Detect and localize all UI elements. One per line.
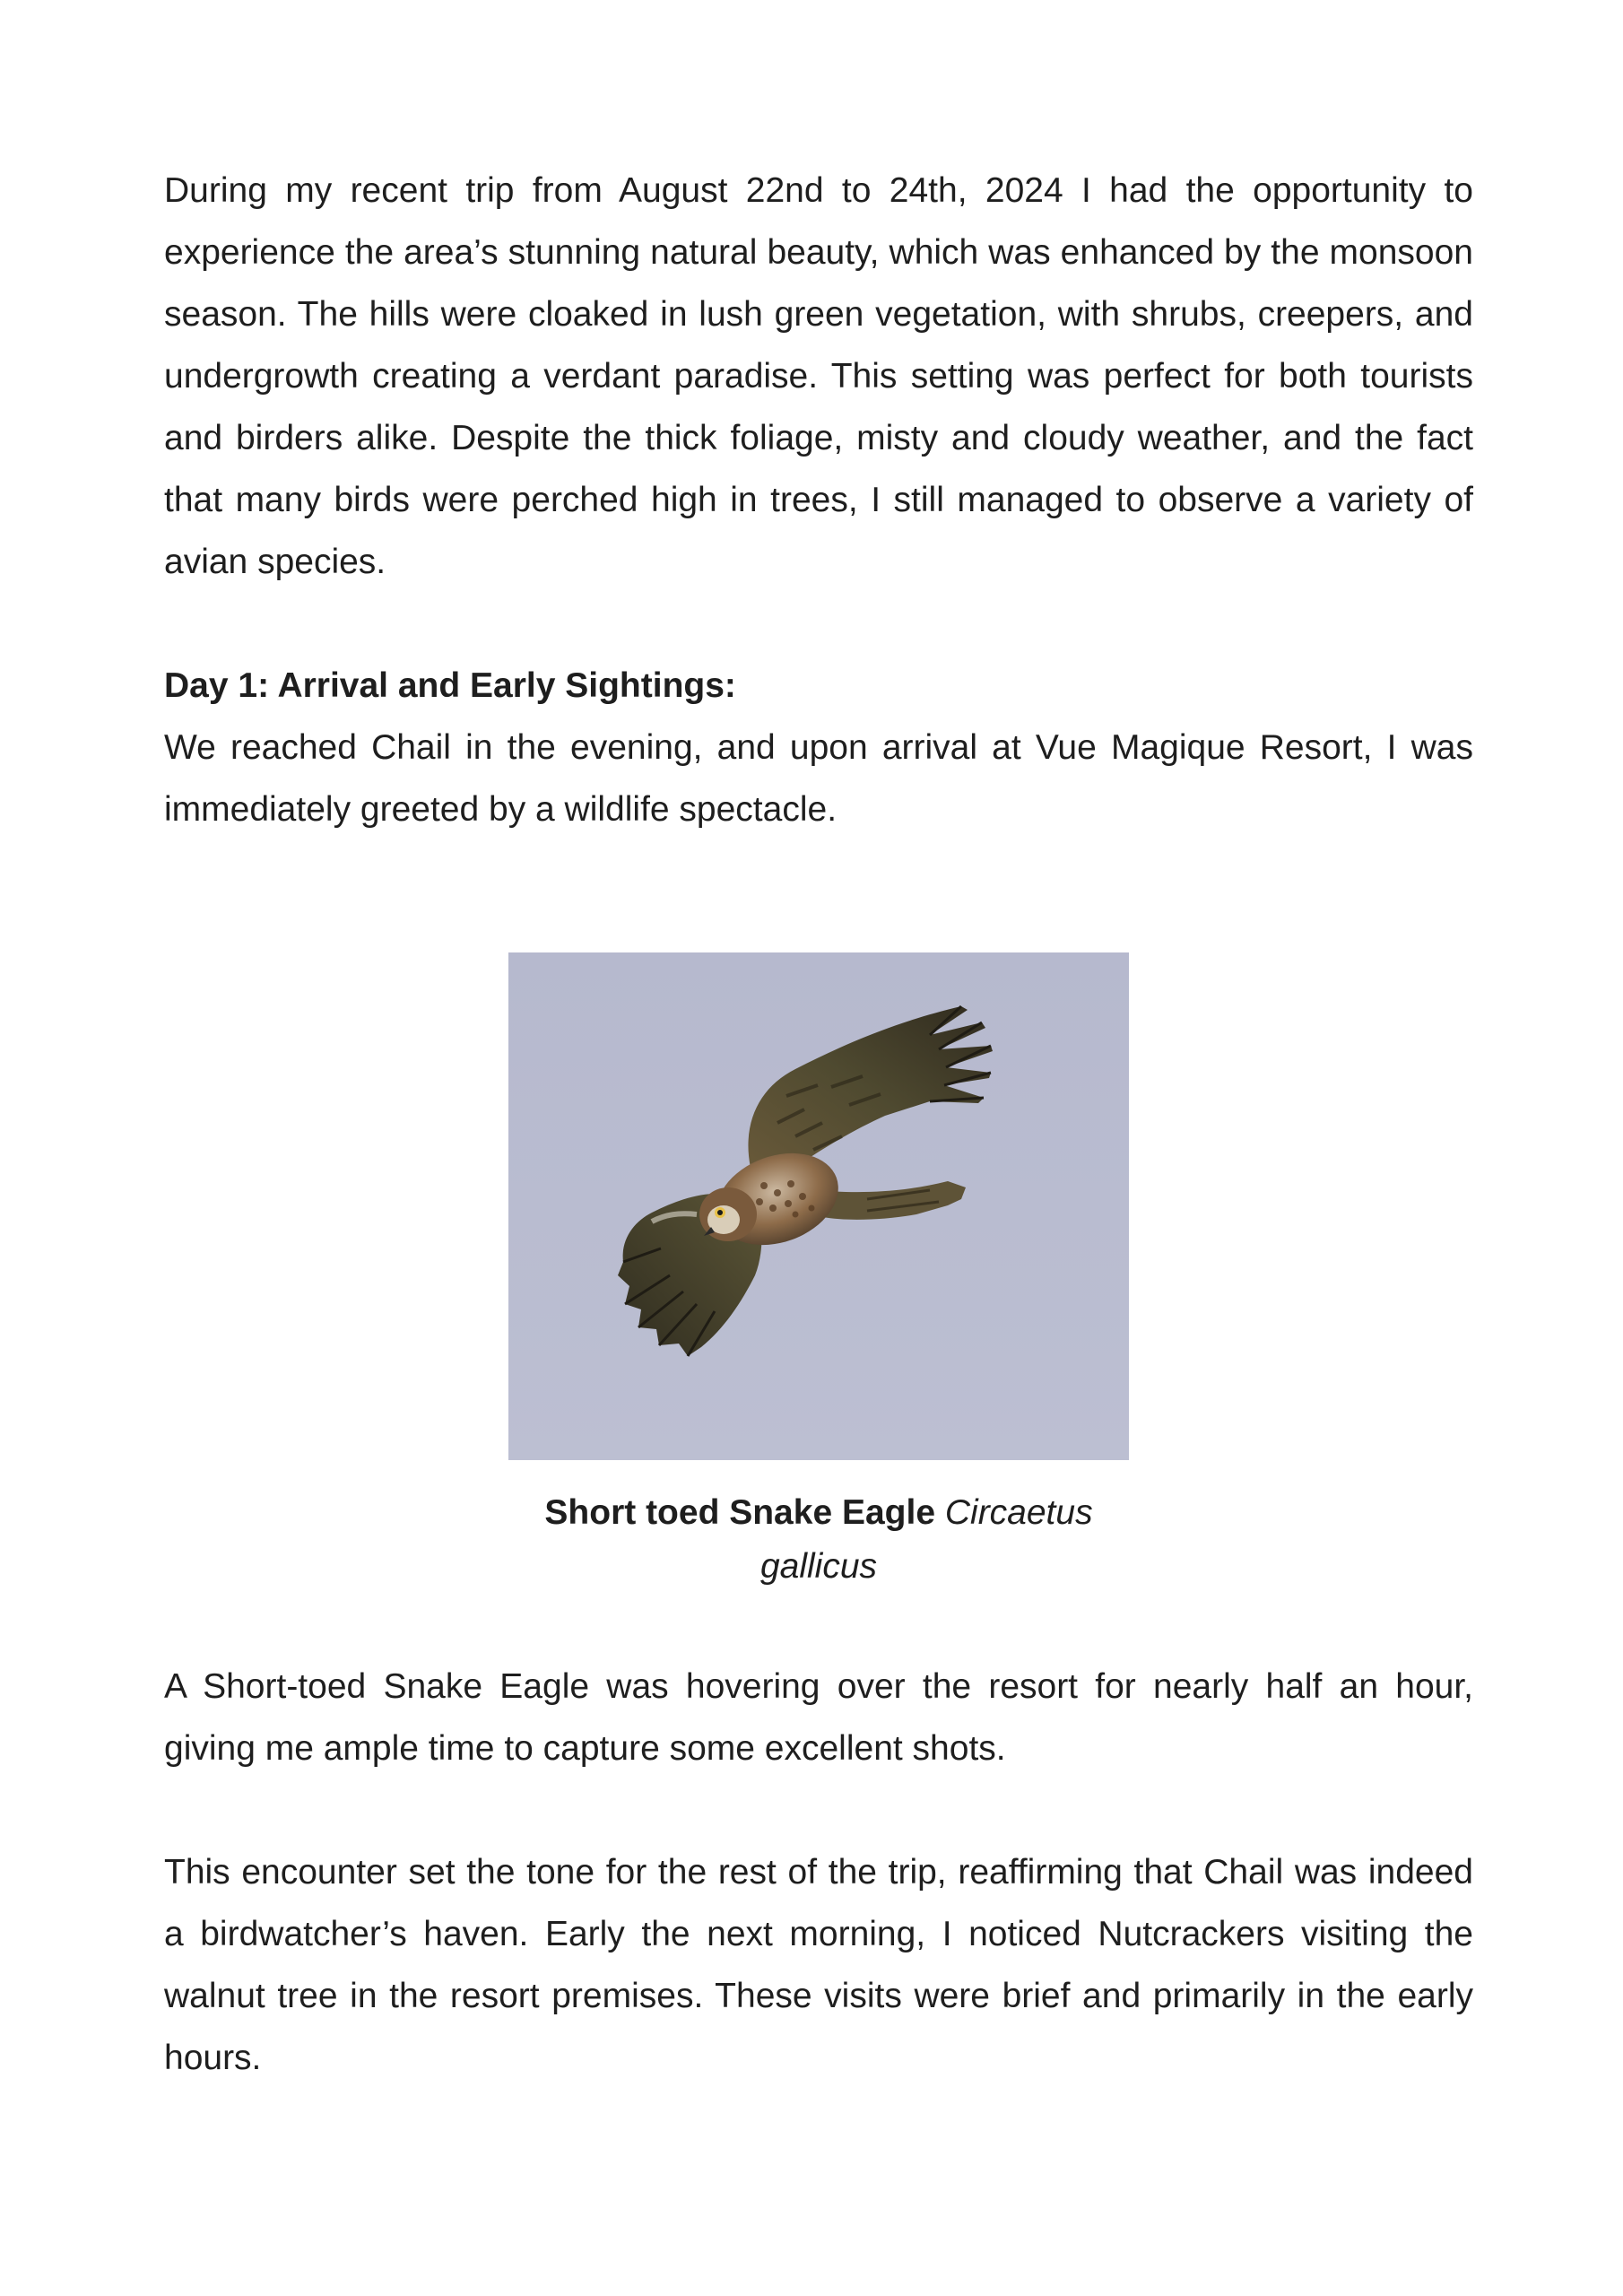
caption-scientific-name: Circaetus gallicus xyxy=(759,1493,1093,1586)
eagle-figure xyxy=(508,952,1129,1594)
caption-common-name: Short toed Snake Eagle xyxy=(544,1493,936,1532)
figure-caption xyxy=(508,1486,1129,1594)
eagle-photo xyxy=(508,952,1129,1460)
day1-heading: Day 1: Arrival and Early Sightings: xyxy=(164,666,736,705)
day1-paragraph: We reached Chail in the evening, and upon arrival at Vue Magique Resort, I was immediately greeted by a wildlife spectacle. xyxy=(164,728,1473,829)
head xyxy=(699,1187,757,1241)
paragraph-eagle-sighting: A Short-toed Snake Eagle was hovering over the resort for nearly half an hour, giving me ample time to capture some excellent shots. xyxy=(164,1667,1473,1768)
intro-paragraph: During my recent trip from August 22nd to 24th, 2024 I had the opportunity to experience the area’s stunning natural beauty, which was enhanced by the monsoon season. The hills were cloaked in lush green vegetation, with shrubs, creepers, and undergrowth creating a verdant paradise. This setting was perfect for both tourists and birders alike. Despite the thick foliage, misty and cloudy weather, and the fact that many birds were perched high in trees, I still managed to observe a variety of avian species. xyxy=(164,171,1473,581)
paragraph-nutcrackers: This encounter set the tone for the rest of the trip, reaffirming that Chail was indeed a birdwatcher’s haven. Early the next morning, I noticed Nutcrackers visiting the walnut tree in the resort premises. These visits were brief and primarily in the early hours. xyxy=(164,1853,1473,2077)
document-page xyxy=(164,160,1473,2089)
